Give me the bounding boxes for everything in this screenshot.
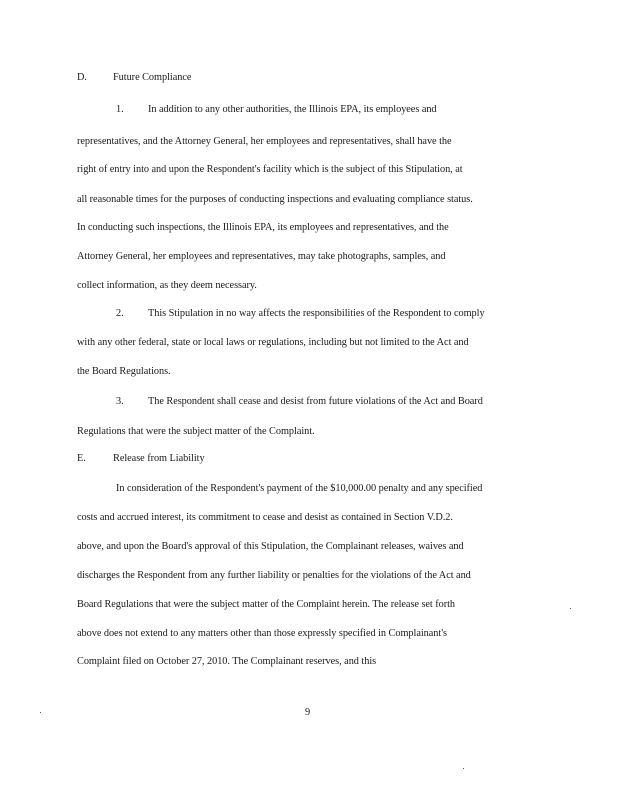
paragraph-d2-line: the Board Regulations. <box>77 366 171 377</box>
paragraph-e-line: Board Regulations that were the subject matter of the Complaint herein. The release set forth <box>77 599 456 610</box>
section-e-letter: E. <box>77 453 86 464</box>
paragraph-d2-text: This Stipulation in no way affects the responsibilities of the Respondent to comply <box>148 308 485 319</box>
scan-speck <box>570 608 571 609</box>
paragraph-e-first-line: In consideration of the Respondent's payment of the $10,000.00 penalty and any specified <box>116 483 483 494</box>
scan-speck <box>40 712 41 713</box>
paragraph-d1-line: Attorney General, her employees and representatives, may take photographs, samples, and <box>77 251 446 262</box>
paragraph-d3-line: Regulations that were the subject matter of the Complaint. <box>77 426 315 437</box>
scan-speck <box>463 768 464 769</box>
paragraph-e-line: discharges the Respondent from any further liability or penalties for the violations of the Act and <box>77 570 471 581</box>
paragraph-d3-number: 3. <box>116 396 124 407</box>
paragraph-d3-text: The Respondent shall cease and desist from future violations of the Act and Board <box>148 396 483 407</box>
paragraph-d1-line: all reasonable times for the purposes of conducting inspections and evaluating compliance status. <box>77 194 473 205</box>
paragraph-d1-number: 1. <box>116 104 124 115</box>
paragraph-d3-first-line <box>116 395 483 409</box>
paragraph-e-line: above does not extend to any matters other than those expressly specified in Complainant's <box>77 628 447 639</box>
section-e-title: Release from Liability <box>113 453 205 464</box>
paragraph-d1-line: collect information, as they deem necessary. <box>77 280 257 291</box>
paragraph-d1-line: representatives, and the Attorney General, her employees and representatives, shall have the <box>77 136 452 147</box>
paragraph-e-line: Complaint filed on October 27, 2010. The Complainant reserves, and this <box>77 656 377 667</box>
section-d-title: Future Compliance <box>113 72 192 83</box>
paragraph-e-line: above, and upon the Board's approval of this Stipulation, the Complainant releases, waives and <box>77 541 464 552</box>
paragraph-d2-line: with any other federal, state or local laws or regulations, including but not limited to the Act and <box>77 337 469 348</box>
paragraph-d1-first-line <box>116 103 437 117</box>
paragraph-d2-number: 2. <box>116 308 124 319</box>
paragraph-d2-first-line <box>116 307 485 321</box>
paragraph-d1-line: right of entry into and upon the Respondent's facility which is the subject of this Stipulation, at <box>77 164 463 175</box>
section-e-heading <box>77 452 205 466</box>
paragraph-e-line: costs and accrued interest, its commitment to cease and desist as contained in Section V.D.2. <box>77 512 453 523</box>
section-d-letter: D. <box>77 72 87 83</box>
page-number: 9 <box>305 707 311 718</box>
paragraph-d1-text: In addition to any other authorities, the Illinois EPA, its employees and <box>148 104 437 115</box>
section-d-heading <box>77 71 191 85</box>
paragraph-d1-line: In conducting such inspections, the Illinois EPA, its employees and representatives, and the <box>77 222 449 233</box>
